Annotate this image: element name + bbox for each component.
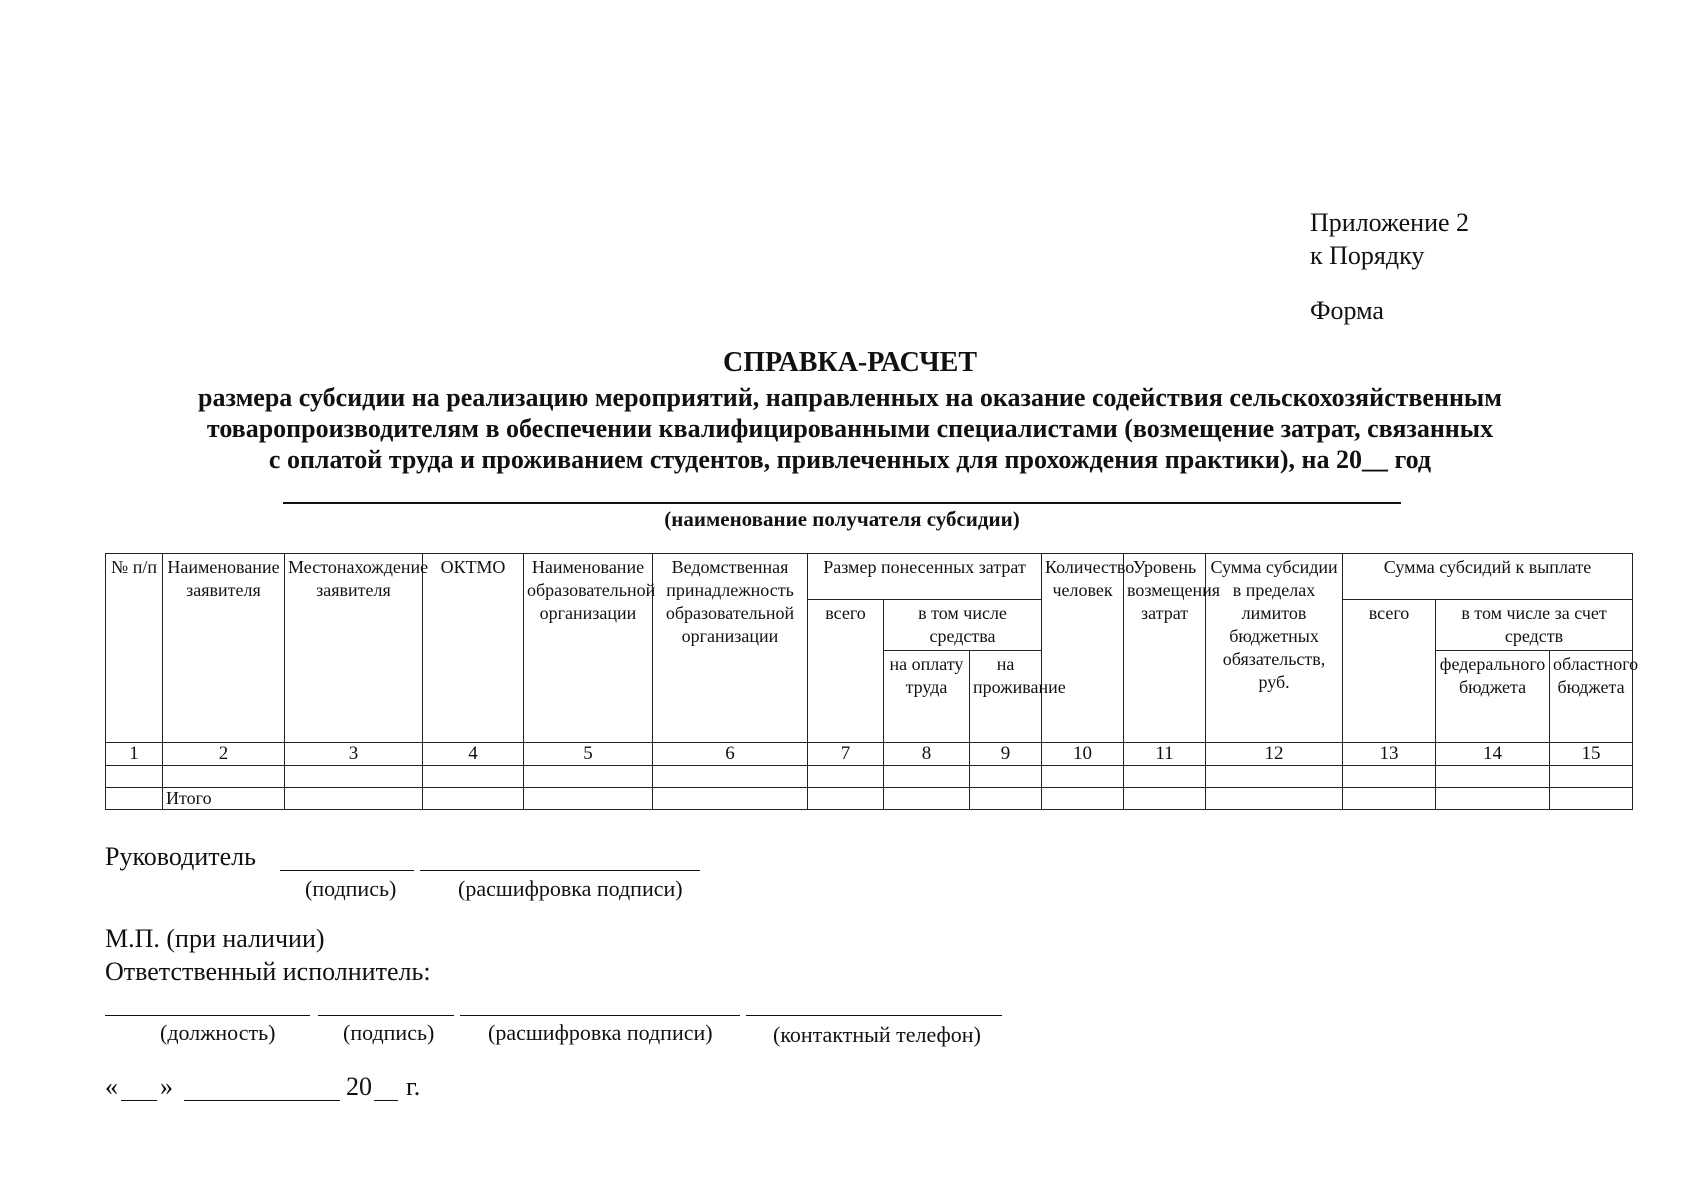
date-year-line[interactable]: [374, 1100, 398, 1101]
header-payout-federal: федерального бюджета: [1436, 651, 1550, 743]
table-cell[interactable]: [808, 788, 884, 810]
table-cell[interactable]: [653, 788, 808, 810]
stamp-label: М.П. (при наличии): [105, 924, 325, 953]
table-cell[interactable]: [1343, 788, 1436, 810]
date-year-suffix: г.: [406, 1072, 421, 1101]
phone-caption: (контактный телефон): [773, 1022, 981, 1047]
head-signature-line[interactable]: [280, 870, 414, 871]
calculation-table: [105, 553, 1639, 810]
subtitle-line-3: с оплатой труда и проживанием студентов, привлеченных для прохождения практики), на 20__ год: [268, 445, 1432, 474]
column-number: 13: [1343, 743, 1436, 766]
header-payout-regional: областного бюджета: [1550, 651, 1633, 743]
date-day-line[interactable]: [121, 1100, 157, 1101]
table-cell[interactable]: [884, 788, 970, 810]
column-number: 5: [524, 743, 653, 766]
document-subtitle: [100, 382, 1600, 475]
table-cell[interactable]: [970, 788, 1042, 810]
table-cell[interactable]: [106, 788, 163, 810]
table-cell[interactable]: [1206, 788, 1343, 810]
table-cell[interactable]: [524, 766, 653, 788]
executor-phone-line[interactable]: [746, 1015, 1002, 1016]
table-row: [106, 766, 1633, 788]
table-cell[interactable]: [1042, 766, 1124, 788]
executor-decoding-line[interactable]: [460, 1015, 740, 1016]
recipient-caption: (наименование получателя субсидии): [664, 507, 1020, 531]
table-cell[interactable]: [1550, 788, 1633, 810]
table-cell[interactable]: [423, 766, 524, 788]
header-payout: Сумма субсидий к выплате: [1343, 554, 1633, 600]
date-year-prefix: 20: [346, 1072, 372, 1101]
column-number: 7: [808, 743, 884, 766]
table-cell[interactable]: [653, 766, 808, 788]
header-people-count: Количество человек: [1042, 554, 1124, 743]
column-number: 8: [884, 743, 970, 766]
date-open-quote: «: [105, 1072, 118, 1101]
header-education-org: Наименование образовательной организации: [524, 554, 653, 743]
table-cell[interactable]: [1436, 788, 1550, 810]
column-number: 6: [653, 743, 808, 766]
position-caption: (должность): [160, 1020, 276, 1045]
head-label: Руководитель: [105, 842, 256, 871]
executor-position-line[interactable]: [105, 1015, 310, 1016]
date-month-line[interactable]: [184, 1100, 340, 1101]
header-costs: Размер понесенных затрат: [808, 554, 1042, 600]
executor-signature-line[interactable]: [318, 1015, 454, 1016]
header-oktmo: ОКТМО: [423, 554, 524, 743]
column-number: 11: [1124, 743, 1206, 766]
date-close-quote: »: [160, 1072, 173, 1101]
table-cell[interactable]: [1436, 766, 1550, 788]
header-payout-total: всего: [1343, 600, 1436, 743]
table-cell[interactable]: [285, 766, 423, 788]
table-cell[interactable]: [1550, 766, 1633, 788]
column-number: 14: [1436, 743, 1550, 766]
total-row: [106, 788, 1633, 810]
subtitle-line-2: товаропроизводителям в обеспечении квалифицированными специалистами (возмещение затрат, связанных: [206, 414, 1494, 443]
form-label: Форма: [1310, 296, 1384, 325]
executor-label: Ответственный исполнитель:: [105, 957, 431, 986]
header-department: Ведомственная принадлежность образовательной организации: [653, 554, 808, 743]
table-cell[interactable]: [1042, 788, 1124, 810]
annex-number: Приложение 2: [1310, 208, 1470, 237]
column-number: 15: [1550, 743, 1633, 766]
table-cell[interactable]: [884, 766, 970, 788]
header-subsidy-within-limits: Сумма субсидии в пределах лимитов бюджетных обязательств, руб.: [1206, 554, 1343, 743]
executor-decoding-caption: (расшифровка подписи): [488, 1020, 713, 1045]
column-numbers-row: [106, 743, 1633, 766]
annex-reference: к Порядку: [1310, 241, 1425, 270]
table-cell[interactable]: [524, 788, 653, 810]
column-number: 3: [285, 743, 423, 766]
table-cell[interactable]: [163, 766, 285, 788]
table-cell[interactable]: [1124, 766, 1206, 788]
header-applicant-location: Местонахождение заявителя: [285, 554, 423, 743]
subtitle-line-1: размера субсидии на реализацию мероприятий, направленных на оказание содействия сельскохозяйственным: [198, 383, 1502, 412]
header-costs-including: в том числе средства: [884, 600, 1042, 651]
head-decoding-caption: (расшифровка подписи): [458, 876, 683, 901]
total-label: Итого: [163, 788, 285, 810]
header-costs-housing: на проживание: [970, 651, 1042, 743]
recipient-name-line: [283, 502, 1401, 504]
head-signature-caption: (подпись): [305, 876, 397, 901]
header-applicant-name: Наименование заявителя: [163, 554, 285, 743]
table-cell[interactable]: [106, 766, 163, 788]
header-number: № п/п: [106, 554, 163, 743]
header-reimbursement-level: Уровень возмещения затрат: [1124, 554, 1206, 743]
table-header-row-1: [106, 554, 1633, 600]
header-costs-total: всего: [808, 600, 884, 743]
header-payout-including: в том числе за счет средств: [1436, 600, 1633, 651]
table-cell[interactable]: [808, 766, 884, 788]
column-number: 9: [970, 743, 1042, 766]
table-cell[interactable]: [1343, 766, 1436, 788]
column-number: 4: [423, 743, 524, 766]
annex-block: [1310, 206, 1469, 272]
column-number: 2: [163, 743, 285, 766]
header-costs-labor: на оплату труда: [884, 651, 970, 743]
table-cell[interactable]: [285, 788, 423, 810]
table-cell[interactable]: [1124, 788, 1206, 810]
column-number: 10: [1042, 743, 1124, 766]
table-cell[interactable]: [1206, 766, 1343, 788]
table-cell[interactable]: [970, 766, 1042, 788]
executor-signature-caption: (подпись): [343, 1020, 435, 1045]
document-title: СПРАВКА-РАСЧЕТ: [722, 347, 978, 378]
column-number: 12: [1206, 743, 1343, 766]
table-cell[interactable]: [423, 788, 524, 810]
head-decoding-line[interactable]: [420, 870, 700, 871]
column-number: 1: [106, 743, 163, 766]
